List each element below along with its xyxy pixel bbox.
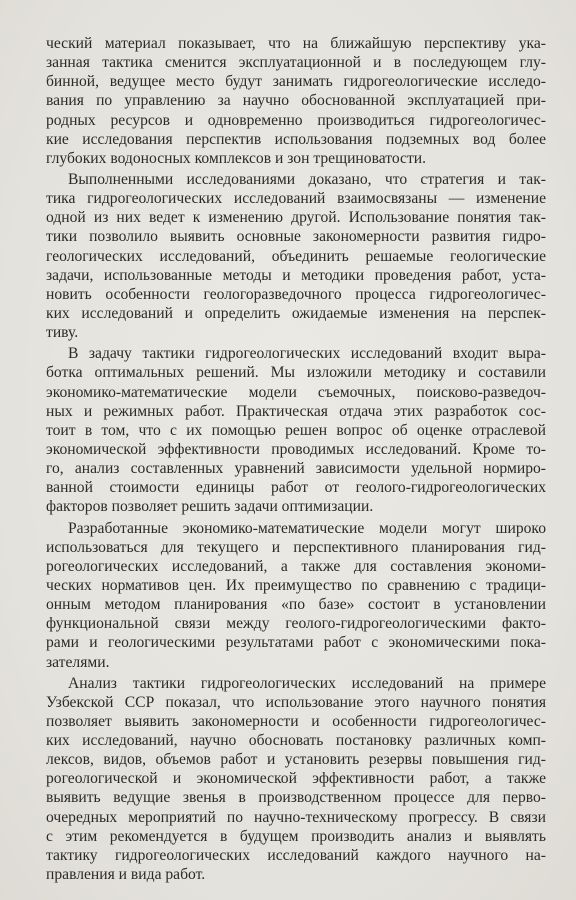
text-line: задачи, использованные методы и методики проведения работ, уста-	[46, 266, 546, 284]
text-line: позволяет выявить закономерности и особенности гидрогеологичес-	[46, 712, 546, 730]
text-line: тоит в том, что с их помощью решен вопрос об оценке отраслевой	[46, 421, 546, 439]
text-line: ческий материал показывает, что на ближайшую перспективу ука-	[46, 35, 546, 52]
text-line: новить особенности геологоразведочного процесса гидрогеологичес-	[46, 285, 546, 303]
text-line: лексов, видов, объемов работ и установить резервы повышения гид-	[46, 751, 546, 769]
text-line: рами и геологическими результатами работ с экономическими пока-	[46, 634, 546, 652]
text-line: тика гидрогеологических исследований взаимосвязаны — изменение	[46, 190, 546, 208]
text-line: экономико-математические модели съемочных, поисково-разведоч-	[46, 383, 546, 401]
paragraph-4	[46, 519, 546, 672]
text-line: факторов позволяет решить задачи оптимизации.	[46, 498, 374, 516]
text-line: ботка оптимальных решений. Мы изложили методику и составили	[46, 364, 546, 382]
text-line: зателями.	[46, 653, 110, 671]
text-line: Выполненными исследованиями доказано, что стратегия и так-	[68, 170, 546, 188]
text-line: очередных мероприятий по научно-техническому прогрессу. В связи	[46, 808, 546, 826]
text-line: родных ресурсов и одновременно производиться гидрогеологичес-	[46, 111, 546, 129]
paragraph-5	[46, 674, 546, 885]
paragraph-3	[46, 344, 546, 516]
text-line: онным методом планирования «по базе» состоит в установлении	[46, 596, 546, 614]
text-line: геологических исследований, объединить решаемые геологические	[46, 247, 546, 265]
text-line: Узбекской ССР показал, что использование этого научного понятия	[46, 693, 546, 711]
text-line: вания по управлению за научно обоснованной эксплуатацией при-	[46, 92, 546, 110]
text-line: занная тактика сменится эксплуатационной и в последующем глу-	[46, 54, 546, 72]
text-line: бинной, ведущее место будут занимать гидрогеологические исследо-	[46, 73, 546, 91]
text-line: Анализ тактики гидрогеологических исследований на примере	[68, 674, 546, 692]
text-line: одной из них ведет к изменению другой. Использование понятия так-	[46, 209, 546, 227]
text-line: выявить ведущие звенья в производственном процессе для перво-	[46, 789, 546, 807]
text-line: ванной стоимости единицы работ от геолого-гидрогеологических	[46, 479, 546, 497]
text-line: ких исследований и определить ожидаемые изменения на перспек-	[46, 304, 546, 322]
text-line: тактику гидрогеологических исследований каждого научного на-	[46, 846, 546, 864]
text-line: рогеологической и экономической эффективности работ, а также	[46, 770, 546, 788]
text-line: ческих нормативов цен. Их преимущество по сравнению с традици-	[46, 576, 546, 594]
text-line: с этим рекомендуется в будущем производить анализ и выявлять	[46, 827, 546, 845]
text-line: глубоких водоносных комплексов и зон трещиноватости.	[46, 149, 427, 167]
text-line: использоваться для текущего и перспективного планирования гид-	[46, 538, 546, 556]
text-line: рогеологических исследований, а также для составления экономи-	[46, 557, 546, 575]
paragraph-1	[46, 34, 546, 168]
text-line: ных и режимных работ. Практическая отдача этих разработок сос-	[46, 402, 546, 420]
text-line: правления и вида работ.	[46, 866, 206, 884]
text-line: тики позволило выявить основные закономерности развития гидро-	[46, 228, 546, 246]
paragraph-2	[46, 170, 546, 342]
text-line: го, анализ составленных уравнений зависимости удельной нормиро-	[46, 460, 546, 478]
text-line: ких исследований, научно обосновать постановку различных комп-	[46, 732, 546, 750]
text-line: тиву.	[46, 324, 79, 342]
text-line: В задачу тактики гидрогеологических исследований входит выра-	[68, 345, 546, 363]
body-text	[46, 34, 546, 884]
text-line: Разработанные экономико-математические модели могут широко	[68, 519, 546, 537]
text-line: функциональной связи между геолого-гидрогеологическими факто-	[46, 615, 546, 633]
text-line: кие исследования перспектив использования подземных вод более	[46, 130, 546, 148]
text-line: экономической эффективности проводимых исследований. Кроме то-	[46, 440, 546, 458]
